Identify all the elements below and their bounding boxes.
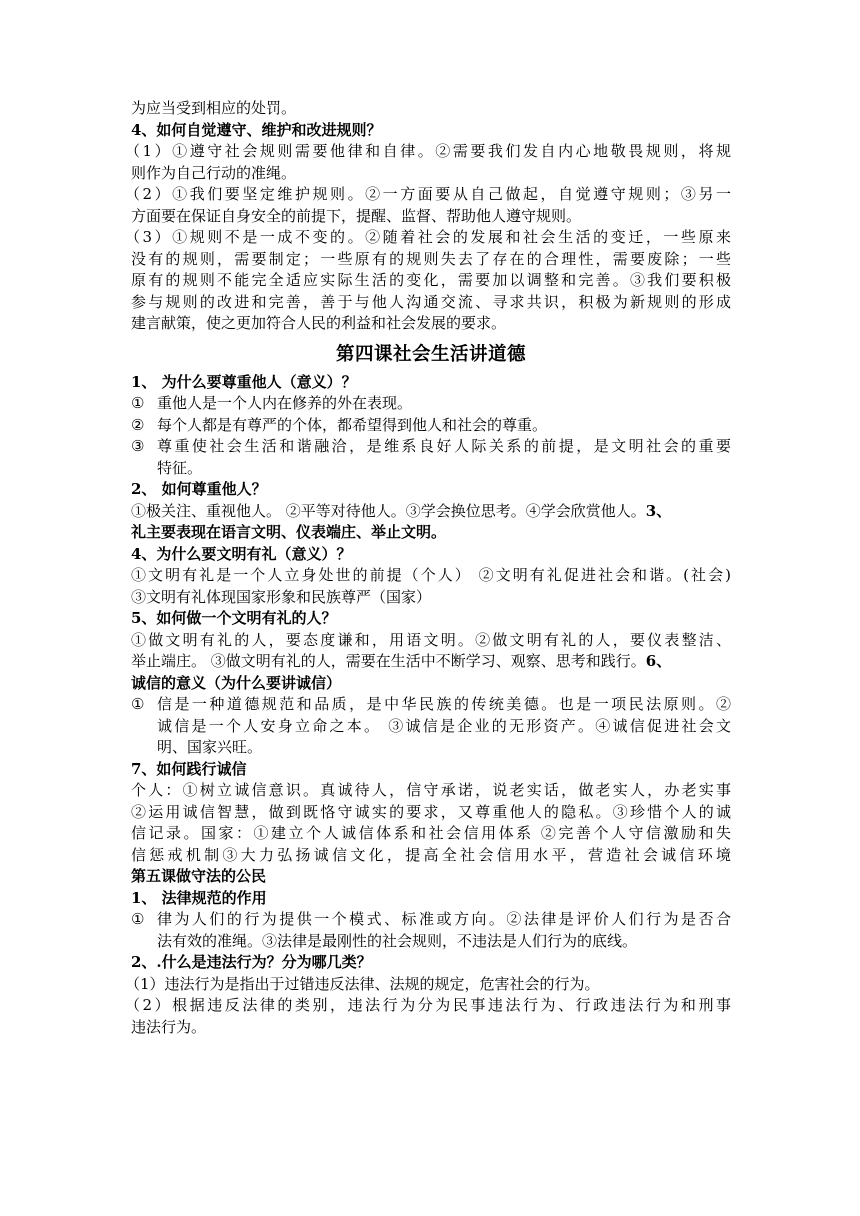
text-line: 信记录。国家：①建立个人诚信体系和社会信用体系 ②完善个人守信激励和失 (131, 824, 731, 842)
list-text-line: 律为人们的行为提供一个模式、标准或方向。②法律是评价人们行为是否合 (157, 910, 731, 928)
question-heading: 4、如何自觉遵守、维护和改进规则？ (131, 120, 382, 139)
question-heading: 礼主要表现在语言文明、仪表端庄、举止文明。 (131, 523, 447, 541)
text-line: （2）①我们要坚定维护规则。②一方面要从自己做起，自觉遵守规则；③另一 (125, 185, 731, 203)
list-item (131, 415, 731, 437)
list-marker: ③ (131, 437, 145, 455)
text-line: 方面要在保证自身安全的前提下，提醒、监督、帮助他人遵守规则。 (131, 206, 582, 225)
list-text-line: 特征。 (157, 458, 203, 477)
answer-text: ①极关注、重视他人。 ②平等对待他人。③学会换位思考。④学会欣赏他人。 (131, 501, 646, 520)
answer-text: 举止端庄。 ③做文明有礼的人，需要在生活中不断学习、观察、思考和践行。 (131, 652, 646, 670)
text-line: 原有的规则不能完全适应实际生活的变化，需要加以调整和完善。③我们要积极 (131, 271, 731, 289)
list-text: 重他人是一个人内在修养的外在表现。 (157, 394, 413, 412)
text-line: （1）违法行为是指出于过错违反法律、法规的规定，危害社会的行为。 (125, 974, 600, 993)
question-number: 3、 (645, 501, 672, 520)
list-text-line: 诚信是一个人安身立命之本。 ③诚信是企业的无形资产。④诚信促进社会文 (157, 716, 731, 735)
document-page (125, 98, 731, 1038)
list-marker: ① (131, 695, 145, 713)
list-item (131, 909, 731, 952)
question-heading: 5、如何做一个文明有礼的人？ (131, 609, 337, 627)
text-line: 信惩戒机制③大力弘扬诚信文化，提高全社会信用水平，营造社会诚信环境 (131, 845, 731, 864)
question-heading: 1、 为什么要尊重他人（意义）？ (131, 372, 357, 391)
list-text-line: 明、国家兴旺。 (157, 738, 263, 756)
question-heading: 2、.什么是违法行为？分为哪几类？ (131, 953, 372, 971)
question-heading: 诚信的意义（为什么要讲诚信） (131, 673, 342, 692)
list-text-line: 法有效的准绳。③法律是最刚性的社会规则，不违法是人们行为的底线。 (157, 931, 638, 950)
text-line: ①文明有礼是一个人立身处世的前提（个人） ②文明有礼促进社会和谐。(社会) (131, 566, 731, 584)
text-line: 为应当受到相应的处罚。 (131, 99, 297, 117)
list-item (131, 436, 731, 479)
text-line: ①做文明有礼的人，要态度谦和，用语文明。②做文明有礼的人，要仪表整洁、 (131, 630, 731, 649)
list-text (157, 694, 731, 759)
question-heading: 7、如何践行诚信 (131, 759, 247, 778)
text-line (131, 501, 731, 523)
list-text (157, 436, 731, 479)
question-number: 6、 (645, 652, 672, 670)
text-line (131, 651, 731, 673)
lesson-title: 第四课社会生活讲道德 (335, 343, 526, 365)
list-text-line: 尊重使社会生活和谐融洽，是维系良好人际关系的前提，是文明社会的重要 (157, 437, 731, 455)
question-heading: 2、 如何尊重他人？ (131, 480, 267, 498)
text-line: 违法行为。 (131, 1017, 207, 1036)
text-line: 建言献策，使之更加符合人民的利益和社会发展的要求。 (131, 314, 507, 332)
list-item (131, 393, 731, 415)
text-line: 参与规则的改进和完善，善于与他人沟通交流、寻求共识，积极为新规则的形成 (131, 292, 731, 311)
text-line: 没有的规则，需要制定；一些原有的规则失去了存在的合理性，需要废除；一些 (131, 249, 731, 268)
list-text-line: 信是一种道德规范和品质，是中华民族的传统美德。也是一项民法原则。② (157, 695, 731, 713)
text-line: ③文明有礼体现国家形象和民族尊严（国家） (131, 587, 432, 606)
question-heading: 1、 法律规范的作用 (131, 888, 267, 907)
text-line: 个人：①树立诚信意识。真诚待人，信守承诺，说老实话，做老实人，办老实事 (131, 781, 731, 799)
text-line: （1）①遵守社会规则需要他律和自律。②需要我们发自内心地敬畏规则，将规 (125, 142, 731, 160)
question-heading: 4、为什么要文明有礼（意义）？ (131, 544, 352, 563)
lesson-title: 第五课做守法的公民 (131, 867, 267, 885)
list-text: 每个人都是有尊严的个体，都希望得到他人和社会的尊重。 (157, 415, 548, 434)
text-line: （3）①规则不是一成不变的。②随着社会的发展和社会生活的变迁，一些原来 (125, 228, 731, 246)
list-text (157, 909, 731, 952)
text-line: 则作为自己行动的准绳。 (131, 163, 297, 182)
list-marker: ② (131, 415, 145, 434)
list-marker: ① (131, 394, 145, 412)
text-line: ②运用诚信智慧，做到既恪守诚实的要求，又尊重他人的隐私。③珍惜个人的诚 (131, 802, 731, 821)
list-item (131, 694, 731, 759)
list-marker: ① (131, 910, 145, 928)
text-line: （2）根据违反法律的类别，违法行为分为民事违法行为、行政违法行为和刑事 (125, 996, 731, 1014)
